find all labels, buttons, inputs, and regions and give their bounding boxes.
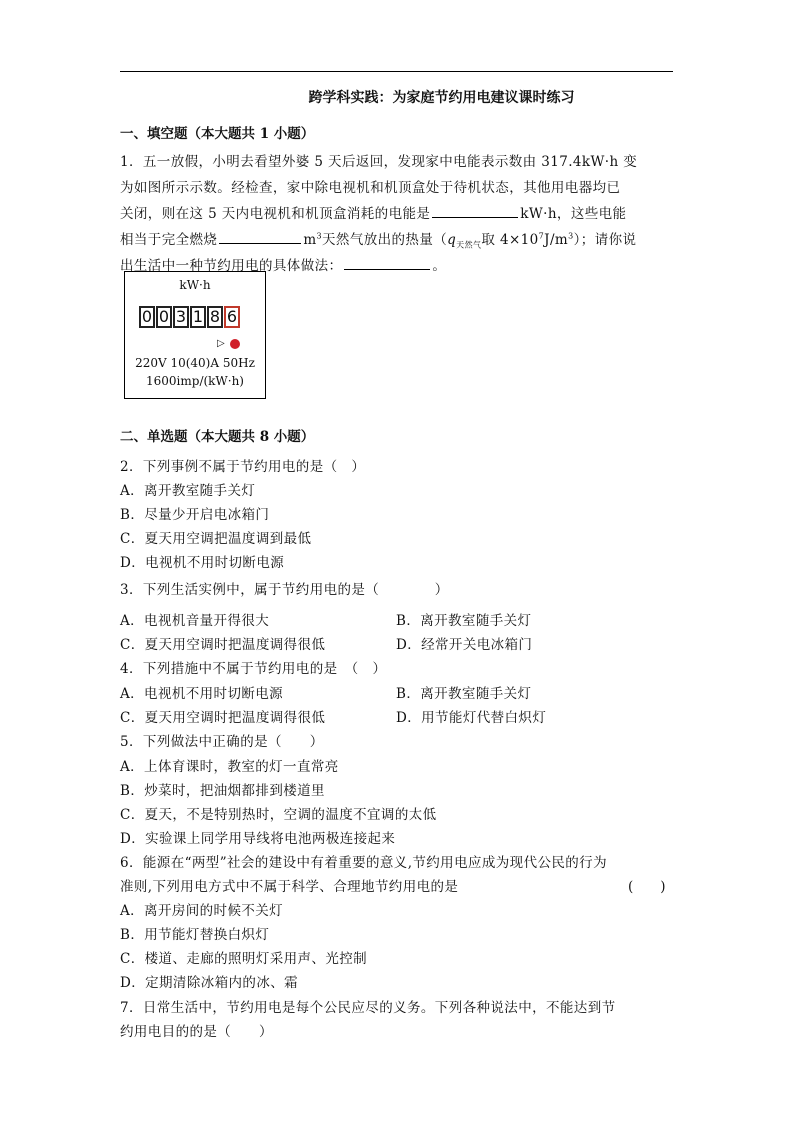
q2-option-b[interactable]: B．尽量少开启电冰箱门 [120, 507, 270, 523]
meter-digit: 3 [173, 306, 189, 328]
meter-digit: 1 [190, 306, 206, 328]
meter-digit: 8 [207, 306, 223, 328]
q2-stem: 2．下列事例不属于节约用电的是（ ） [120, 459, 366, 475]
answer-blank-saving-method[interactable] [344, 257, 430, 270]
q3-stem: 3．下列生活实例中，属于节约用电的是（ ） [120, 582, 449, 598]
q5-option-a[interactable]: A．上体育课时，教室的灯一直常亮 [120, 759, 339, 775]
q6-option-c[interactable]: C．楼道、走廊的照明灯采用声、光控制 [120, 951, 368, 967]
page-title: 跨学科实践：为家庭节约用电建议课时练习 [308, 90, 575, 106]
q7-line-2: 约用电目的的是（ ） [120, 1024, 273, 1040]
q1-line-5: 出生活中一种节约用电的具体做法： 。 [120, 258, 447, 274]
q5-stem: 5．下列做法中正确的是（ ） [120, 734, 324, 750]
q4-stem: 4．下列措施中不属于节约用电的是 （ ） [120, 661, 387, 677]
q2-option-c[interactable]: C．夏天用空调把温度调到最低 [120, 531, 312, 547]
meter-digit: 0 [156, 306, 172, 328]
section-heading-fill-in: 一、填空题（本大题共 1 小题） [120, 126, 315, 142]
q5-option-c[interactable]: C．夏天，不是特别热时，空调的温度不宜调的太低 [120, 807, 437, 823]
pulse-arrow-icon: ▷ [217, 338, 225, 349]
meter-constant-label: 1600imp/(kW·h) [146, 374, 244, 388]
q4-option-c[interactable]: C．夏天用空调时把温度调得很低 [120, 710, 326, 726]
q6-line-2: 准则,下列用电方式中不属于科学、合理地节约用电的是 [120, 879, 459, 895]
pulse-led-icon [230, 339, 240, 349]
q1-line-3: 关闭，则在这 5 天内电视机和机顶盒消耗的电能是 kW·h，这些电能 [120, 206, 627, 222]
q6-line-1: 6．能源在“两型”社会的建设中有着重要的意义,节约用电应成为现代公民的行为 [120, 855, 607, 871]
q3-option-a[interactable]: A．电视机音量开得很大 [120, 613, 270, 629]
q2-option-d[interactable]: D．电视机不用时切断电源 [120, 555, 285, 571]
header-rule [120, 71, 673, 72]
section-heading-single-choice: 二、单选题（本大题共 8 小题） [120, 429, 315, 445]
electric-meter-figure [124, 271, 266, 399]
meter-unit-label: kW·h [179, 278, 211, 292]
q6-option-a[interactable]: A．离开房间的时候不关灯 [120, 903, 284, 919]
q5-option-d[interactable]: D．实验课上同学用导线将电池两极连接起来 [120, 831, 396, 847]
meter-digit: 0 [139, 306, 155, 328]
q6-option-d[interactable]: D．定期清除冰箱内的冰、霜 [120, 975, 299, 991]
q2-option-a[interactable]: A．离开教室随手关灯 [120, 483, 256, 499]
q3-option-b[interactable]: B．离开教室随手关灯 [396, 613, 532, 629]
q3-option-d[interactable]: D．经常开关电冰箱门 [396, 637, 533, 653]
q1-line-2: 为如图所示示数。经检查，家中除电视机和机顶盒处于待机状态，其他用电器均已 [120, 180, 621, 196]
q7-line-1: 7．日常生活中，节约用电是每个公民应尽的义务。下列各种说法中，不能达到节 [120, 1000, 616, 1016]
q5-option-b[interactable]: B．炒菜时，把油烟都排到楼道里 [120, 783, 325, 799]
meter-rating-label: 220V 10(40)A 50Hz [135, 356, 255, 370]
q4-option-d[interactable]: D．用节能灯代替白炽灯 [396, 710, 547, 726]
q3-option-c[interactable]: C．夏天用空调时把温度调得很低 [120, 637, 326, 653]
q1-line-1: 1．五一放假，小明去看望外婆 5 天后返回，发现家中电能表示数由 317.4kW·h 变 [120, 154, 638, 170]
answer-blank-energy[interactable] [432, 205, 518, 218]
meter-digit-decimal: 6 [224, 306, 240, 328]
q4-option-b[interactable]: B．离开教室随手关灯 [396, 686, 532, 702]
q6-answer-paren[interactable]: ( ) [628, 879, 666, 895]
meter-digit-row [139, 306, 241, 328]
q4-option-a[interactable]: A．电视机不用时切断电源 [120, 686, 284, 702]
q6-option-b[interactable]: B．用节能灯替换白炽灯 [120, 927, 270, 943]
q1-line-4: 相当于完全燃烧 $m^3$天然气放出的热量（$q_{天然气}$取 $4\times 10^7J/m^3$）；请你说 [120, 231, 637, 250]
answer-blank-gas-volume[interactable] [219, 231, 301, 244]
